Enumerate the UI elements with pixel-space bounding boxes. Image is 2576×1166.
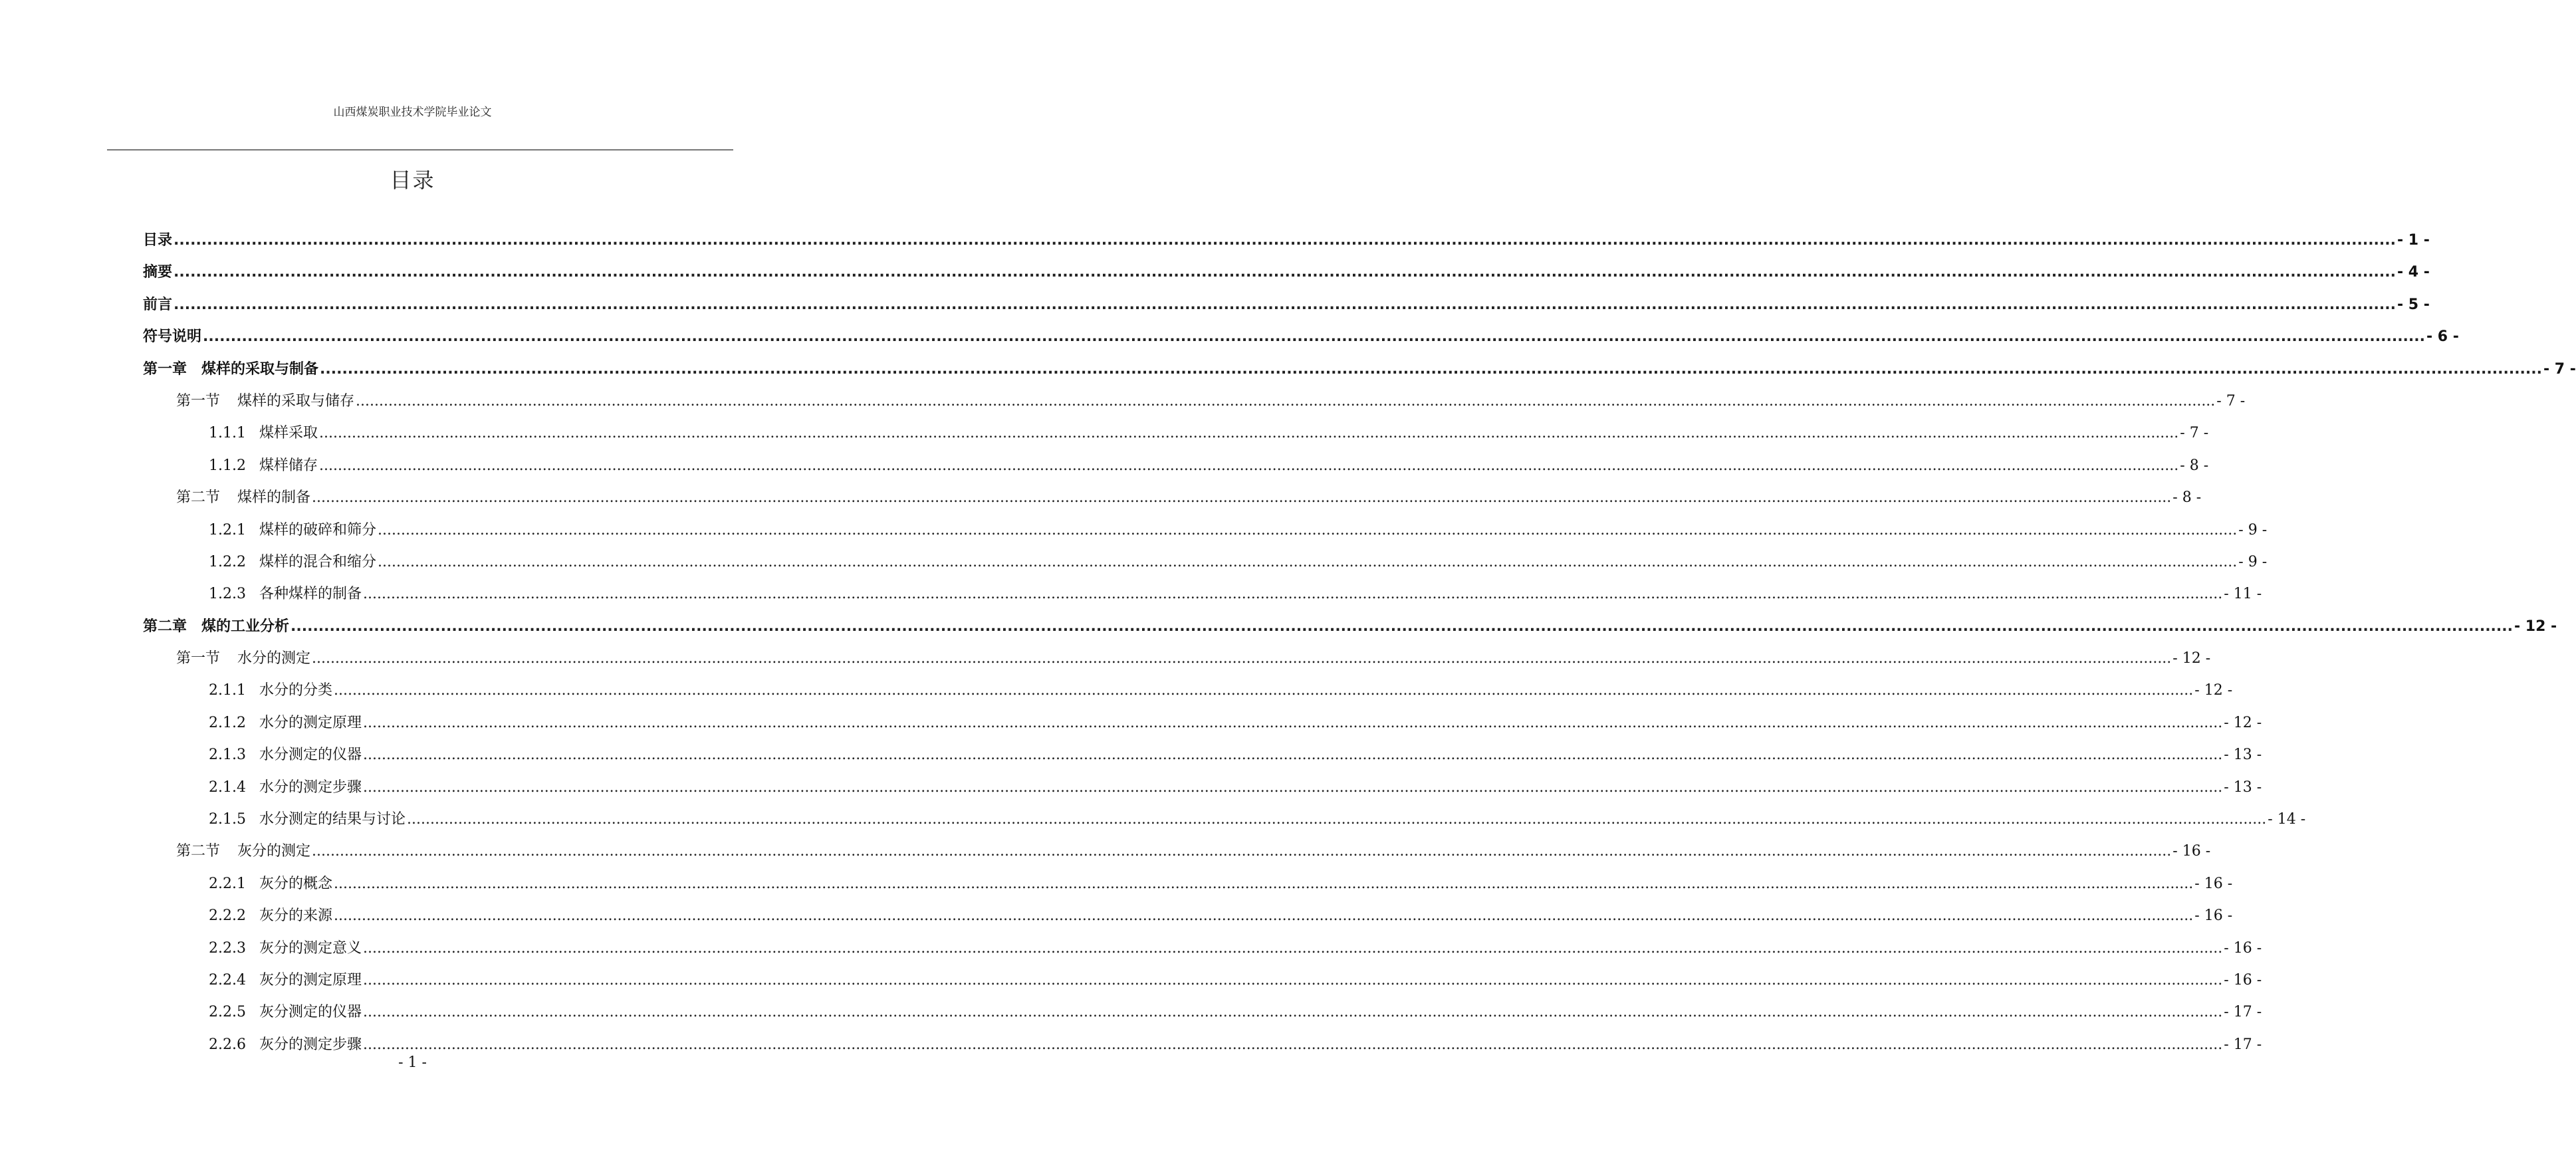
toc-entry-label: [209, 937, 362, 957]
toc-entry-number: 2.1.2: [209, 714, 246, 731]
toc-entry[interactable]: [143, 261, 2430, 292]
toc-entry-label: [209, 550, 376, 571]
toc-entry[interactable]: [143, 776, 2262, 808]
toc-entry-label: [209, 519, 376, 539]
dot-leader: ................................................................................................................................................................................................................................................................................................................................................................................................................: [319, 425, 2179, 442]
toc-entry[interactable]: [143, 390, 2246, 421]
toc-entry[interactable]: [143, 743, 2262, 775]
toc-entry-number: 第二节: [176, 489, 221, 507]
page-number: - 1 -: [398, 1054, 427, 1071]
toc-entry-title: 灰分的测定意义: [259, 939, 362, 957]
toc-entry-title: 摘要: [143, 264, 173, 281]
toc-entry-label: [176, 840, 310, 860]
toc-entry-title: 水分的测定原理: [259, 714, 362, 731]
running-header: 山西煤炭职业技术学院毕业论文: [333, 106, 492, 119]
toc-entry-page: - 17 -: [2224, 1036, 2262, 1053]
toc-entry[interactable]: [143, 519, 2268, 550]
toc-entry-title: 煤样的采取与储存: [237, 392, 355, 409]
dot-leader: ................................................................................................................................................................................................................................................................................................................................................................................................................: [363, 1036, 2223, 1053]
dot-leader: ................................................................................................................................................................................................................................................................................................................................................................................................................: [378, 553, 2238, 570]
dot-leader: ................................................................................................................................................................................................................................................................................................................................................................................................................: [363, 586, 2223, 603]
toc-entry-title: 灰分的测定原理: [259, 971, 362, 989]
toc-entry-number: 2.2.1: [209, 875, 246, 892]
toc-entry-title: 灰分的测定步骤: [259, 1036, 362, 1053]
toc-entry-page: - 7 -: [2216, 392, 2246, 409]
toc-entry-title: 符号说明: [143, 328, 202, 346]
toc-entry-page: - 12 -: [2224, 714, 2262, 731]
toc-entry-label: [209, 1033, 362, 1054]
toc-entry-label: [209, 679, 332, 699]
toc-entry-title: 前言: [143, 296, 173, 313]
toc-entry-label: [209, 904, 332, 925]
toc-entry-page: - 16 -: [2172, 843, 2211, 860]
toc-entry-title: 灰分的测定: [237, 843, 311, 860]
toc-entry-number: 2.2.4: [209, 971, 246, 989]
toc-entry-title: 第一章 煤样的采取与制备: [143, 360, 319, 378]
toc-entry-number: 第一节: [176, 650, 221, 667]
toc-entry-label: [209, 1000, 362, 1021]
toc-entry-label: [209, 808, 406, 828]
toc-entry-page: - 16 -: [2224, 939, 2262, 957]
toc-entry-label: [209, 776, 362, 796]
toc-entry-title: 水分的测定: [237, 650, 311, 667]
dot-leader: ................................................................................................................................................................................................................................................................................................................................................................................................................: [407, 811, 2267, 828]
toc-entry-number: 2.1.1: [209, 682, 246, 699]
toc-entry-title: 灰分的来源: [259, 907, 333, 925]
toc-entry-number: 1.1.1: [209, 425, 246, 442]
toc-entry-number: 2.1.3: [209, 747, 246, 764]
toc-entry-page: - 12 -: [2172, 650, 2211, 667]
toc-entry-title: 煤样的制备: [237, 489, 311, 507]
dot-leader: ................................................................................................................................................................................................................................................................................................................................................................................................................: [363, 971, 2223, 989]
toc-entry-title: 灰分测定的仪器: [259, 1004, 362, 1021]
toc-entry[interactable]: [143, 358, 2576, 390]
toc-entry-label: [209, 743, 362, 764]
toc-entry-page: - 13 -: [2224, 778, 2262, 796]
toc-entry-title: 灰分的概念: [259, 875, 333, 892]
table-of-contents: [143, 229, 2576, 1065]
toc-entry-label: [209, 711, 362, 732]
toc-entry-label: [209, 969, 362, 989]
dot-leader: ................................................................................................................................................................................................................................................................................................................................................................................................................: [312, 489, 2172, 507]
toc-entry[interactable]: [143, 550, 2268, 582]
toc-entry[interactable]: [143, 647, 2211, 679]
toc-entry-page: - 9 -: [2238, 521, 2268, 538]
toc-entry-label: [143, 615, 289, 636]
toc-entry-label: [176, 647, 310, 667]
toc-entry-page: - 16 -: [2194, 875, 2233, 892]
toc-entry-number: 1.2.3: [209, 586, 246, 603]
toc-entry-label: [143, 261, 172, 281]
toc-entry-number: 2.2.2: [209, 907, 246, 925]
toc-entry-page: - 11 -: [2224, 586, 2262, 603]
dot-leader: ................................................................................................................................................................................................................................................................................................................................................................................................................: [312, 843, 2172, 860]
toc-entry-page: - 4 -: [2397, 264, 2430, 281]
toc-entry-page: - 9 -: [2238, 553, 2268, 570]
dot-leader: ................................................................................................................................................................................................................................................................................................................................................................................................................: [334, 907, 2194, 925]
toc-entry-title: 目录: [143, 232, 173, 249]
toc-entry[interactable]: [143, 904, 2233, 936]
toc-entry-number: 2.2.6: [209, 1036, 246, 1053]
toc-entry-number: 2.1.5: [209, 811, 246, 828]
dot-leader: ................................................................................................................................................................................................................................................................................................................................................................................................................: [174, 264, 2396, 281]
toc-entry[interactable]: [143, 1000, 2262, 1032]
toc-entry-page: - 6 -: [2426, 328, 2459, 346]
toc-entry-page: - 13 -: [2224, 747, 2262, 764]
toc-entry-page: - 8 -: [2172, 489, 2202, 507]
toc-entry[interactable]: [143, 615, 2557, 647]
toc-entry-label: [143, 325, 201, 346]
toc-entry[interactable]: [143, 486, 2202, 518]
toc-entry-label: [143, 358, 318, 378]
toc-entry-page: - 16 -: [2194, 907, 2233, 925]
toc-entry-title: 各种煤样的制备: [259, 586, 362, 603]
toc-entry-number: 2.2.5: [209, 1004, 246, 1021]
toc-entry[interactable]: [143, 937, 2262, 969]
toc-entry[interactable]: [143, 840, 2211, 872]
toc-entry[interactable]: [143, 325, 2459, 357]
toc-entry-title: 第二章 煤的工业分析: [143, 618, 290, 635]
toc-entry-number: 第二节: [176, 843, 221, 860]
dot-leader: ................................................................................................................................................................................................................................................................................................................................................................................................................: [363, 939, 2223, 957]
toc-entry[interactable]: [143, 711, 2262, 743]
toc-entry-title: 水分的测定步骤: [259, 778, 362, 796]
toc-entry-page: - 5 -: [2397, 296, 2430, 313]
toc-entry-label: [143, 229, 172, 249]
toc-entry[interactable]: [143, 454, 2209, 486]
toc-entry-title: 水分测定的结果与讨论: [259, 811, 406, 828]
toc-entry-label: [176, 390, 354, 410]
toc-entry[interactable]: [143, 808, 2306, 840]
toc-entry-title: 煤样的破碎和筛分: [259, 521, 377, 538]
toc-entry-number: 1.1.2: [209, 457, 246, 474]
toc-entry-label: [143, 293, 172, 314]
toc-entry-number: 第一节: [176, 392, 221, 409]
toc-entry-label: [209, 421, 318, 442]
dot-leader: ................................................................................................................................................................................................................................................................................................................................................................................................................: [334, 875, 2194, 892]
toc-entry-page: - 7 -: [2180, 425, 2209, 442]
toc-entry-title: 水分的分类: [259, 682, 333, 699]
page-title: 目录: [390, 168, 435, 193]
toc-entry-label: [209, 872, 332, 893]
toc-entry-title: 煤样的混合和缩分: [259, 553, 377, 570]
dot-leader: ................................................................................................................................................................................................................................................................................................................................................................................................................: [363, 747, 2223, 764]
toc-entry-number: 1.2.2: [209, 553, 246, 570]
dot-leader: ................................................................................................................................................................................................................................................................................................................................................................................................................: [363, 778, 2223, 796]
toc-entry[interactable]: [143, 582, 2262, 614]
toc-entry[interactable]: [143, 969, 2262, 1000]
toc-entry[interactable]: [143, 421, 2209, 453]
toc-entry-title: 水分测定的仪器: [259, 747, 362, 764]
toc-entry-page: - 7 -: [2543, 360, 2576, 378]
toc-entry[interactable]: [143, 679, 2233, 711]
dot-leader: ................................................................................................................................................................................................................................................................................................................................................................................................................: [334, 682, 2194, 699]
toc-entry-title: 煤样采取: [259, 425, 318, 442]
toc-entry-page: - 12 -: [2194, 682, 2233, 699]
dot-leader: ................................................................................................................................................................................................................................................................................................................................................................................................................: [203, 328, 2425, 346]
toc-entry-title: 煤样储存: [259, 457, 318, 474]
toc-entry-page: - 14 -: [2268, 811, 2306, 828]
toc-entry[interactable]: [143, 872, 2233, 904]
dot-leader: ................................................................................................................................................................................................................................................................................................................................................................................................................: [174, 296, 2396, 313]
dot-leader: ................................................................................................................................................................................................................................................................................................................................................................................................................: [291, 618, 2513, 635]
toc-entry-number: 1.2.1: [209, 521, 246, 538]
dot-leader: ................................................................................................................................................................................................................................................................................................................................................................................................................: [312, 650, 2172, 667]
toc-entry-page: - 17 -: [2224, 1004, 2262, 1021]
toc-entry-label: [176, 486, 310, 507]
dot-leader: ................................................................................................................................................................................................................................................................................................................................................................................................................: [363, 714, 2223, 731]
dot-leader: ................................................................................................................................................................................................................................................................................................................................................................................................................: [378, 521, 2238, 538]
dot-leader: ................................................................................................................................................................................................................................................................................................................................................................................................................: [363, 1004, 2223, 1021]
toc-entry-label: [209, 454, 318, 475]
toc-entry-number: 2.2.3: [209, 939, 246, 957]
dot-leader: ................................................................................................................................................................................................................................................................................................................................................................................................................: [356, 392, 2216, 409]
dot-leader: ................................................................................................................................................................................................................................................................................................................................................................................................................: [320, 360, 2542, 378]
toc-entry-page: - 8 -: [2180, 457, 2209, 474]
toc-entry-label: [209, 582, 362, 603]
toc-entry-page: - 16 -: [2224, 971, 2262, 989]
toc-entry[interactable]: [143, 229, 2430, 261]
toc-entry-page: - 12 -: [2514, 618, 2557, 635]
toc-entry-page: - 1 -: [2397, 232, 2430, 249]
toc-entry[interactable]: [143, 293, 2430, 325]
dot-leader: ................................................................................................................................................................................................................................................................................................................................................................................................................: [319, 457, 2179, 474]
dot-leader: ................................................................................................................................................................................................................................................................................................................................................................................................................: [174, 232, 2396, 249]
toc-entry-number: 2.1.4: [209, 778, 246, 796]
